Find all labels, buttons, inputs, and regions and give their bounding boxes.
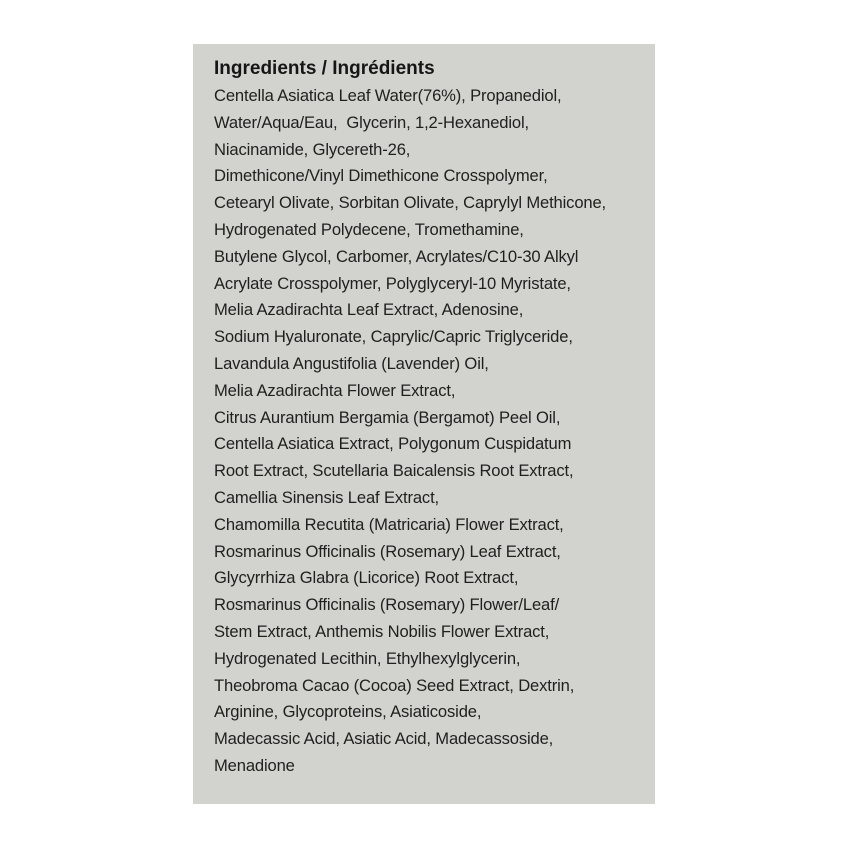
ingredient-line: Chamomilla Recutita (Matricaria) Flower Extract, bbox=[214, 514, 564, 534]
ingredient-line: Rosmarinus Officinalis (Rosemary) Leaf Extract, bbox=[214, 541, 561, 561]
ingredient-line: Root Extract, Scutellaria Baicalensis Root Extract, bbox=[214, 461, 574, 481]
ingredients-heading: Ingredients / Ingrédients bbox=[214, 58, 435, 79]
ingredient-line: Glycyrrhiza Glabra (Licorice) Root Extract, bbox=[214, 568, 519, 588]
ingredient-line: Hydrogenated Lecithin, Ethylhexylglycerin, bbox=[214, 648, 521, 668]
ingredient-line: Niacinamide, Glycereth-26, bbox=[214, 139, 411, 159]
ingredient-line: Melia Azadirachta Leaf Extract, Adenosine, bbox=[214, 300, 524, 320]
ingredient-line: Madecassic Acid, Asiatic Acid, Madecassoside, bbox=[214, 729, 554, 749]
ingredients-list bbox=[214, 83, 655, 780]
ingredient-line: Camellia Sinensis Leaf Extract, bbox=[214, 487, 439, 507]
ingredient-line: Sodium Hyaluronate, Caprylic/Capric Triglyceride, bbox=[214, 327, 573, 347]
ingredient-line: Dimethicone/Vinyl Dimethicone Crosspolymer, bbox=[214, 166, 548, 186]
ingredient-line: Cetearyl Olivate, Sorbitan Olivate, Caprylyl Methicone, bbox=[214, 193, 607, 213]
ingredient-line: Rosmarinus Officinalis (Rosemary) Flower/Leaf/ bbox=[214, 595, 560, 615]
ingredient-line: Melia Azadirachta Flower Extract, bbox=[214, 380, 456, 400]
ingredient-line: Hydrogenated Polydecene, Tromethamine, bbox=[214, 219, 524, 239]
ingredient-line: Centella Asiatica Extract, Polygonum Cuspidatum bbox=[214, 434, 572, 454]
ingredient-line: Theobroma Cacao (Cocoa) Seed Extract, Dextrin, bbox=[214, 675, 575, 695]
ingredient-line: Butylene Glycol, Carbomer, Acrylates/C10-30 Alkyl bbox=[214, 246, 579, 266]
ingredient-line: Citrus Aurantium Bergamia (Bergamot) Peel Oil, bbox=[214, 407, 561, 427]
ingredient-line: Acrylate Crosspolymer, Polyglyceryl-10 Myristate, bbox=[214, 273, 571, 293]
ingredient-line: Water/Aqua/Eau, Glycerin, 1,2-Hexanediol, bbox=[214, 112, 529, 132]
ingredient-line: Lavandula Angustifolia (Lavender) Oil, bbox=[214, 353, 489, 373]
ingredient-line: Menadione bbox=[214, 755, 295, 775]
ingredient-line: Arginine, Glycoproteins, Asiaticoside, bbox=[214, 702, 482, 722]
ingredients-label-panel bbox=[193, 44, 655, 804]
ingredient-line: Stem Extract, Anthemis Nobilis Flower Extract, bbox=[214, 621, 550, 641]
ingredient-line: Centella Asiatica Leaf Water(76%), Propanediol, bbox=[214, 86, 562, 105]
